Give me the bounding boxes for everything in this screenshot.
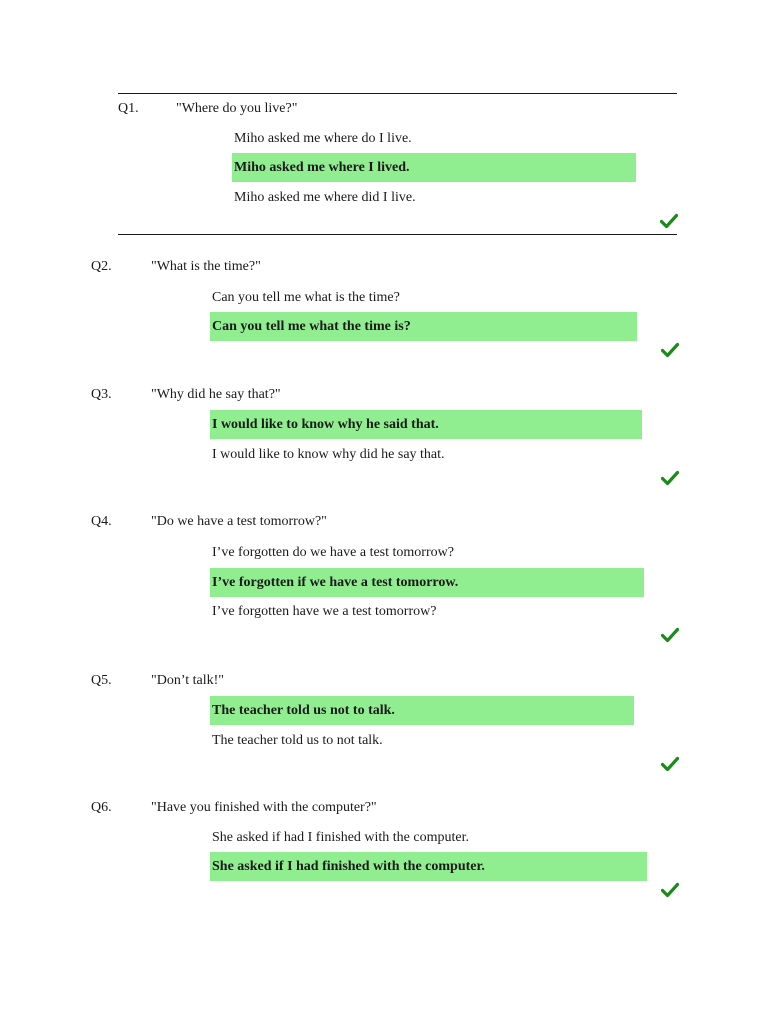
- checkmark-icon: [660, 213, 678, 229]
- answer-option[interactable]: I’ve forgotten have we a test tomorrow?: [212, 604, 437, 619]
- question-number: Q6.: [91, 800, 112, 815]
- checkmark-icon: [661, 756, 679, 772]
- answer-option-correct[interactable]: I would like to know why he said that.: [210, 410, 642, 439]
- answer-option-correct[interactable]: The teacher told us not to talk.: [210, 696, 634, 725]
- answer-option[interactable]: The teacher told us to not talk.: [212, 733, 383, 748]
- question-prompt: "What is the time?": [151, 259, 261, 274]
- divider-bottom: [118, 234, 677, 235]
- question-number: Q3.: [91, 387, 112, 402]
- checkmark-icon: [661, 470, 679, 486]
- answer-option[interactable]: Can you tell me what is the time?: [212, 290, 400, 305]
- answer-option-correct[interactable]: Can you tell me what the time is?: [210, 312, 637, 341]
- question-prompt: "Don’t talk!": [151, 673, 224, 688]
- answer-option[interactable]: Miho asked me where did I live.: [234, 190, 416, 205]
- answer-option-correct[interactable]: She asked if I had finished with the computer.: [210, 852, 647, 881]
- question-prompt: "Why did he say that?": [151, 387, 281, 402]
- question-number: Q5.: [91, 673, 112, 688]
- checkmark-icon: [661, 882, 679, 898]
- answer-option[interactable]: I’ve forgotten do we have a test tomorrow?: [212, 545, 454, 560]
- checkmark-icon: [661, 342, 679, 358]
- question-prompt: "Have you finished with the computer?": [151, 800, 377, 815]
- answer-option[interactable]: Miho asked me where do I live.: [234, 131, 412, 146]
- question-number: Q2.: [91, 259, 112, 274]
- answer-option[interactable]: She asked if had I finished with the computer.: [212, 830, 469, 845]
- divider-top: [118, 93, 677, 94]
- question-number: Q4.: [91, 514, 112, 529]
- answer-option-correct[interactable]: Miho asked me where I lived.: [232, 153, 636, 182]
- question-prompt: "Do we have a test tomorrow?": [151, 514, 327, 529]
- checkmark-icon: [661, 627, 679, 643]
- answer-option[interactable]: I would like to know why did he say that.: [212, 447, 445, 462]
- question-number: Q1.: [118, 101, 139, 116]
- answer-option-correct[interactable]: I’ve forgotten if we have a test tomorrow.: [210, 568, 644, 597]
- question-prompt: "Where do you live?": [176, 101, 298, 116]
